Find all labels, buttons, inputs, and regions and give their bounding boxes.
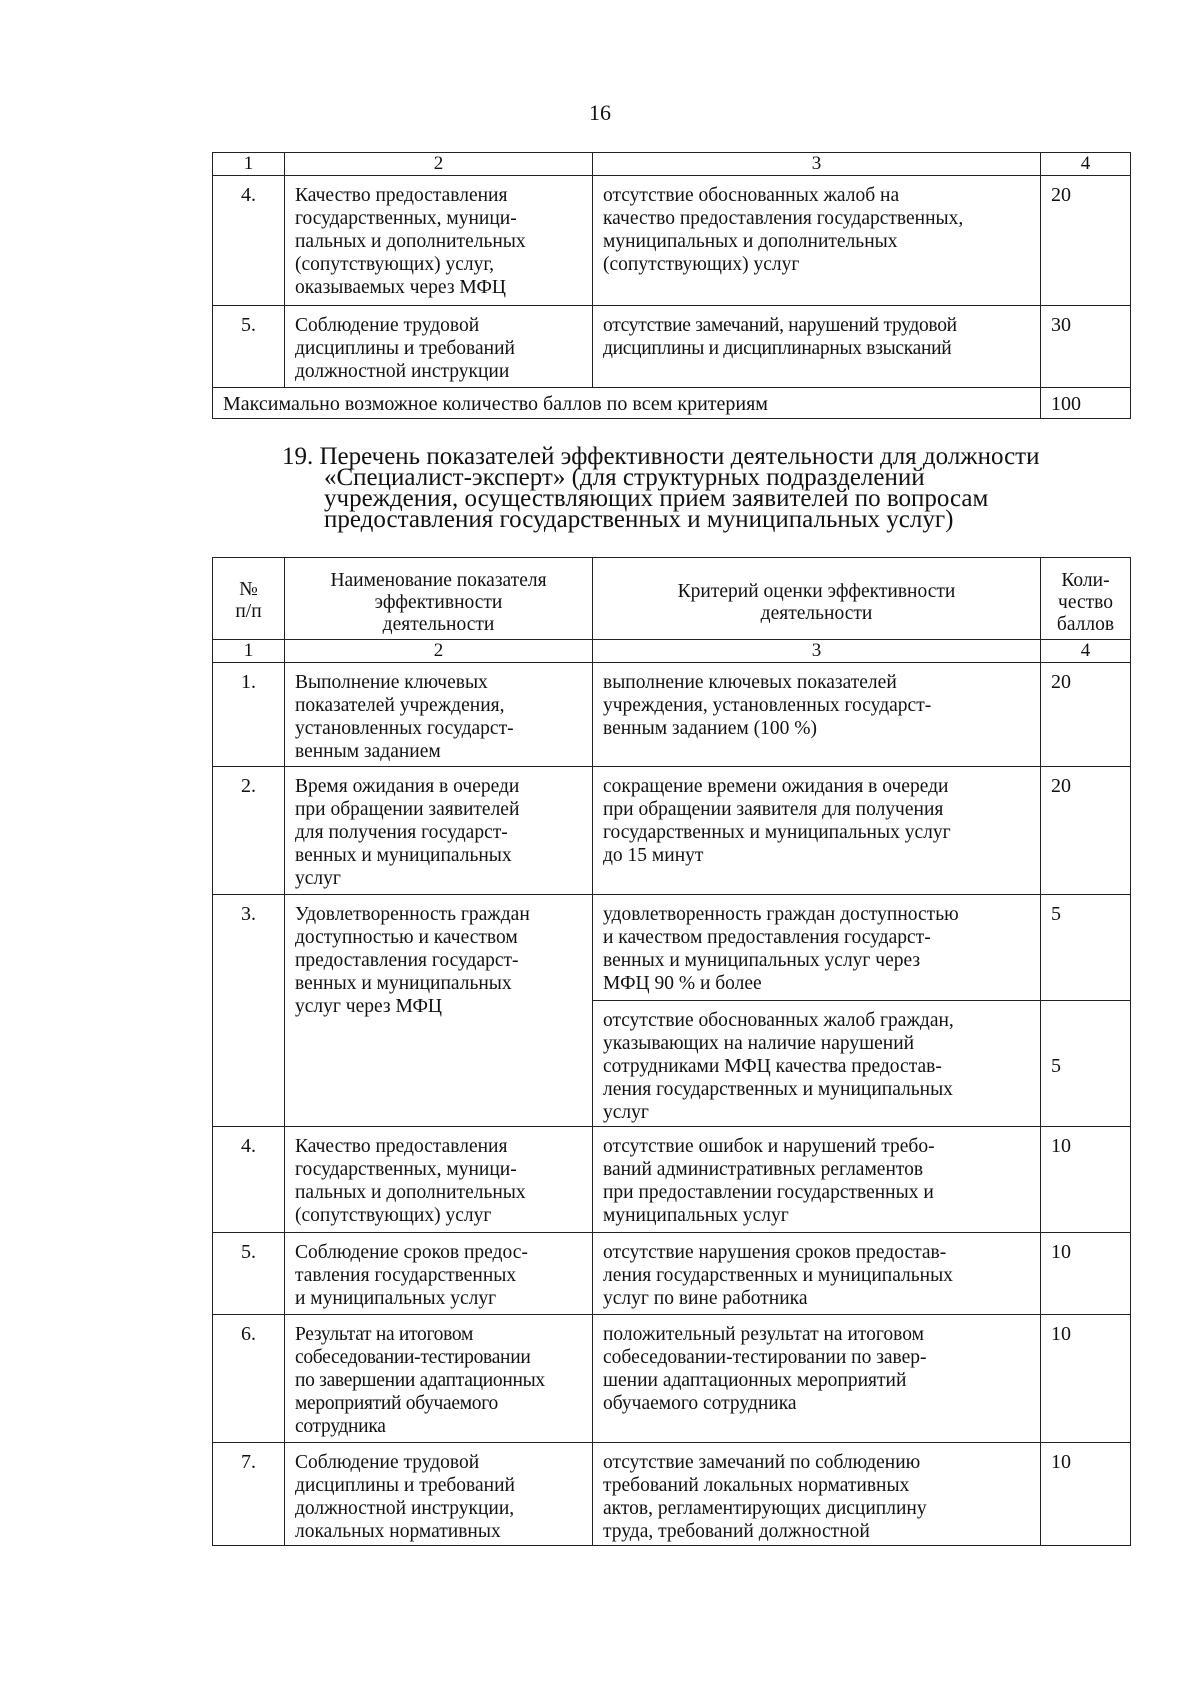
indicator-name: Соблюдение трудовой дисциплины и требований должностной инструкции, локальных нормативных bbox=[285, 1443, 593, 1546]
row-number: 2. bbox=[213, 767, 285, 895]
criterion: отсутствие нарушения сроков предостав- ления государственных и муниципальных услуг по вине работника bbox=[593, 1233, 1041, 1315]
col-number: 1 bbox=[213, 640, 285, 663]
row-number: 1. bbox=[213, 663, 285, 767]
col-number: 2 bbox=[285, 153, 593, 176]
header-indicator-name: Наименование показателя эффективности деятельности bbox=[285, 558, 593, 640]
col-number: 4 bbox=[1041, 153, 1131, 176]
row-number: 6. bbox=[213, 1315, 285, 1443]
column-number-row bbox=[213, 153, 1131, 176]
indicator-name: Время ожидания в очереди при обращении заявителей для получения государст- венных и муниципальных услуг bbox=[285, 767, 593, 895]
total-row bbox=[213, 388, 1131, 419]
row-number: 7. bbox=[213, 1443, 285, 1546]
indicator-name: Результат на итоговом собеседовании-тестировании по завершении адаптационных мероприятий обучаемого сотрудника bbox=[285, 1315, 593, 1443]
section-heading: 19. Перечень показателей эффективности деятельности для должности «Специалист-эксперт» (для структурных подразделений учреждения, осуществляющих прием заявителей по вопросам предоставления государственных и муниципальных услуг) bbox=[282, 443, 1040, 533]
points: 20 bbox=[1041, 663, 1131, 767]
criterion: отсутствие замечаний по соблюдению требований локальных нормативных актов, регламентирующих дисциплину труда, требований должностной bbox=[593, 1443, 1041, 1546]
criterion: отсутствие обоснованных жалоб на качество предоставления государственных, муниципальных и дополнительных (сопутствующих) услуг bbox=[593, 176, 1041, 306]
table-row bbox=[213, 306, 1131, 388]
points: 20 bbox=[1041, 767, 1131, 895]
points: 10 bbox=[1041, 1443, 1131, 1546]
col-number: 2 bbox=[285, 640, 593, 663]
indicator-name: Выполнение ключевых показателей учреждения, установленных государст- венным заданием bbox=[285, 663, 593, 767]
column-number-row bbox=[213, 640, 1131, 663]
col-number: 4 bbox=[1041, 640, 1131, 663]
col-number: 3 bbox=[593, 153, 1041, 176]
table-header-row bbox=[213, 558, 1131, 640]
header-number: № п/п bbox=[213, 558, 285, 640]
criterion: отсутствие ошибок и нарушений требо- ваний административных регламентов при предоставлении государственных и муниципальных услуг bbox=[593, 1127, 1041, 1233]
indicator-name: Соблюдение трудовой дисциплины и требований должностной инструкции bbox=[285, 306, 593, 388]
row-number: 4. bbox=[213, 1127, 285, 1233]
specialist-expert-criteria-table bbox=[212, 557, 1131, 1546]
page-number: 16 bbox=[589, 100, 611, 125]
criterion: отсутствие замечаний, нарушений трудовой дисциплины и дисциплинарных взысканий bbox=[593, 306, 1041, 388]
row-number: 3. bbox=[213, 895, 285, 1127]
row-number: 5. bbox=[213, 306, 285, 388]
criterion: положительный результат на итоговом собеседовании-тестировании по завер- шении адаптационных мероприятий обучаемого сотрудника bbox=[593, 1315, 1041, 1443]
criterion: удовлетворенность граждан доступностью и качеством предоставления государст- венных и муниципальных услуг через МФЦ 90 % и более bbox=[593, 895, 1041, 1001]
table-row bbox=[213, 767, 1131, 895]
indicator-name: Удовлетворенность граждан доступностью и качеством предоставления государст- венных и муниципальных услуг через МФЦ bbox=[285, 895, 593, 1127]
criteria-table-continuation bbox=[212, 152, 1131, 419]
total-label: Максимально возможное количество баллов по всем критериям bbox=[213, 388, 1041, 419]
table-row bbox=[213, 1233, 1131, 1315]
row-number: 5. bbox=[213, 1233, 285, 1315]
criterion: выполнение ключевых показателей учреждения, установленных государст- венным заданием (100 %) bbox=[593, 663, 1041, 767]
criterion: сокращение времени ожидания в очереди при обращении заявителя для получения государственных и муниципальных услуг до 15 минут bbox=[593, 767, 1041, 895]
indicator-name: Качество предоставления государственных, муници- пальных и дополнительных (сопутствующих) услуг, оказываемых через МФЦ bbox=[285, 176, 593, 306]
table-row bbox=[213, 1443, 1131, 1546]
col-number: 1 bbox=[213, 153, 285, 176]
points: 30 bbox=[1041, 306, 1131, 388]
points: 5 bbox=[1041, 895, 1131, 1001]
header-points: Коли- чество баллов bbox=[1041, 558, 1131, 640]
table-row bbox=[213, 176, 1131, 306]
points: 10 bbox=[1041, 1127, 1131, 1233]
total-points: 100 bbox=[1041, 388, 1131, 419]
points: 20 bbox=[1041, 176, 1131, 306]
table-row bbox=[213, 1127, 1131, 1233]
points: 5 bbox=[1041, 1001, 1131, 1127]
criterion: отсутствие обоснованных жалоб граждан, указывающих на наличие нарушений сотрудниками МФЦ качества предостав- ления государственных и муниципальных услуг bbox=[593, 1001, 1041, 1127]
indicator-name: Соблюдение сроков предос- тавления государственных и муниципальных услуг bbox=[285, 1233, 593, 1315]
indicator-name: Качество предоставления государственных, муници- пальных и дополнительных (сопутствующих) услуг bbox=[285, 1127, 593, 1233]
header-criterion: Критерий оценки эффективности деятельности bbox=[593, 558, 1041, 640]
table-row bbox=[213, 1315, 1131, 1443]
table-row bbox=[213, 895, 1131, 1001]
col-number: 3 bbox=[593, 640, 1041, 663]
table-row bbox=[213, 663, 1131, 767]
points: 10 bbox=[1041, 1315, 1131, 1443]
row-number: 4. bbox=[213, 176, 285, 306]
points: 10 bbox=[1041, 1233, 1131, 1315]
